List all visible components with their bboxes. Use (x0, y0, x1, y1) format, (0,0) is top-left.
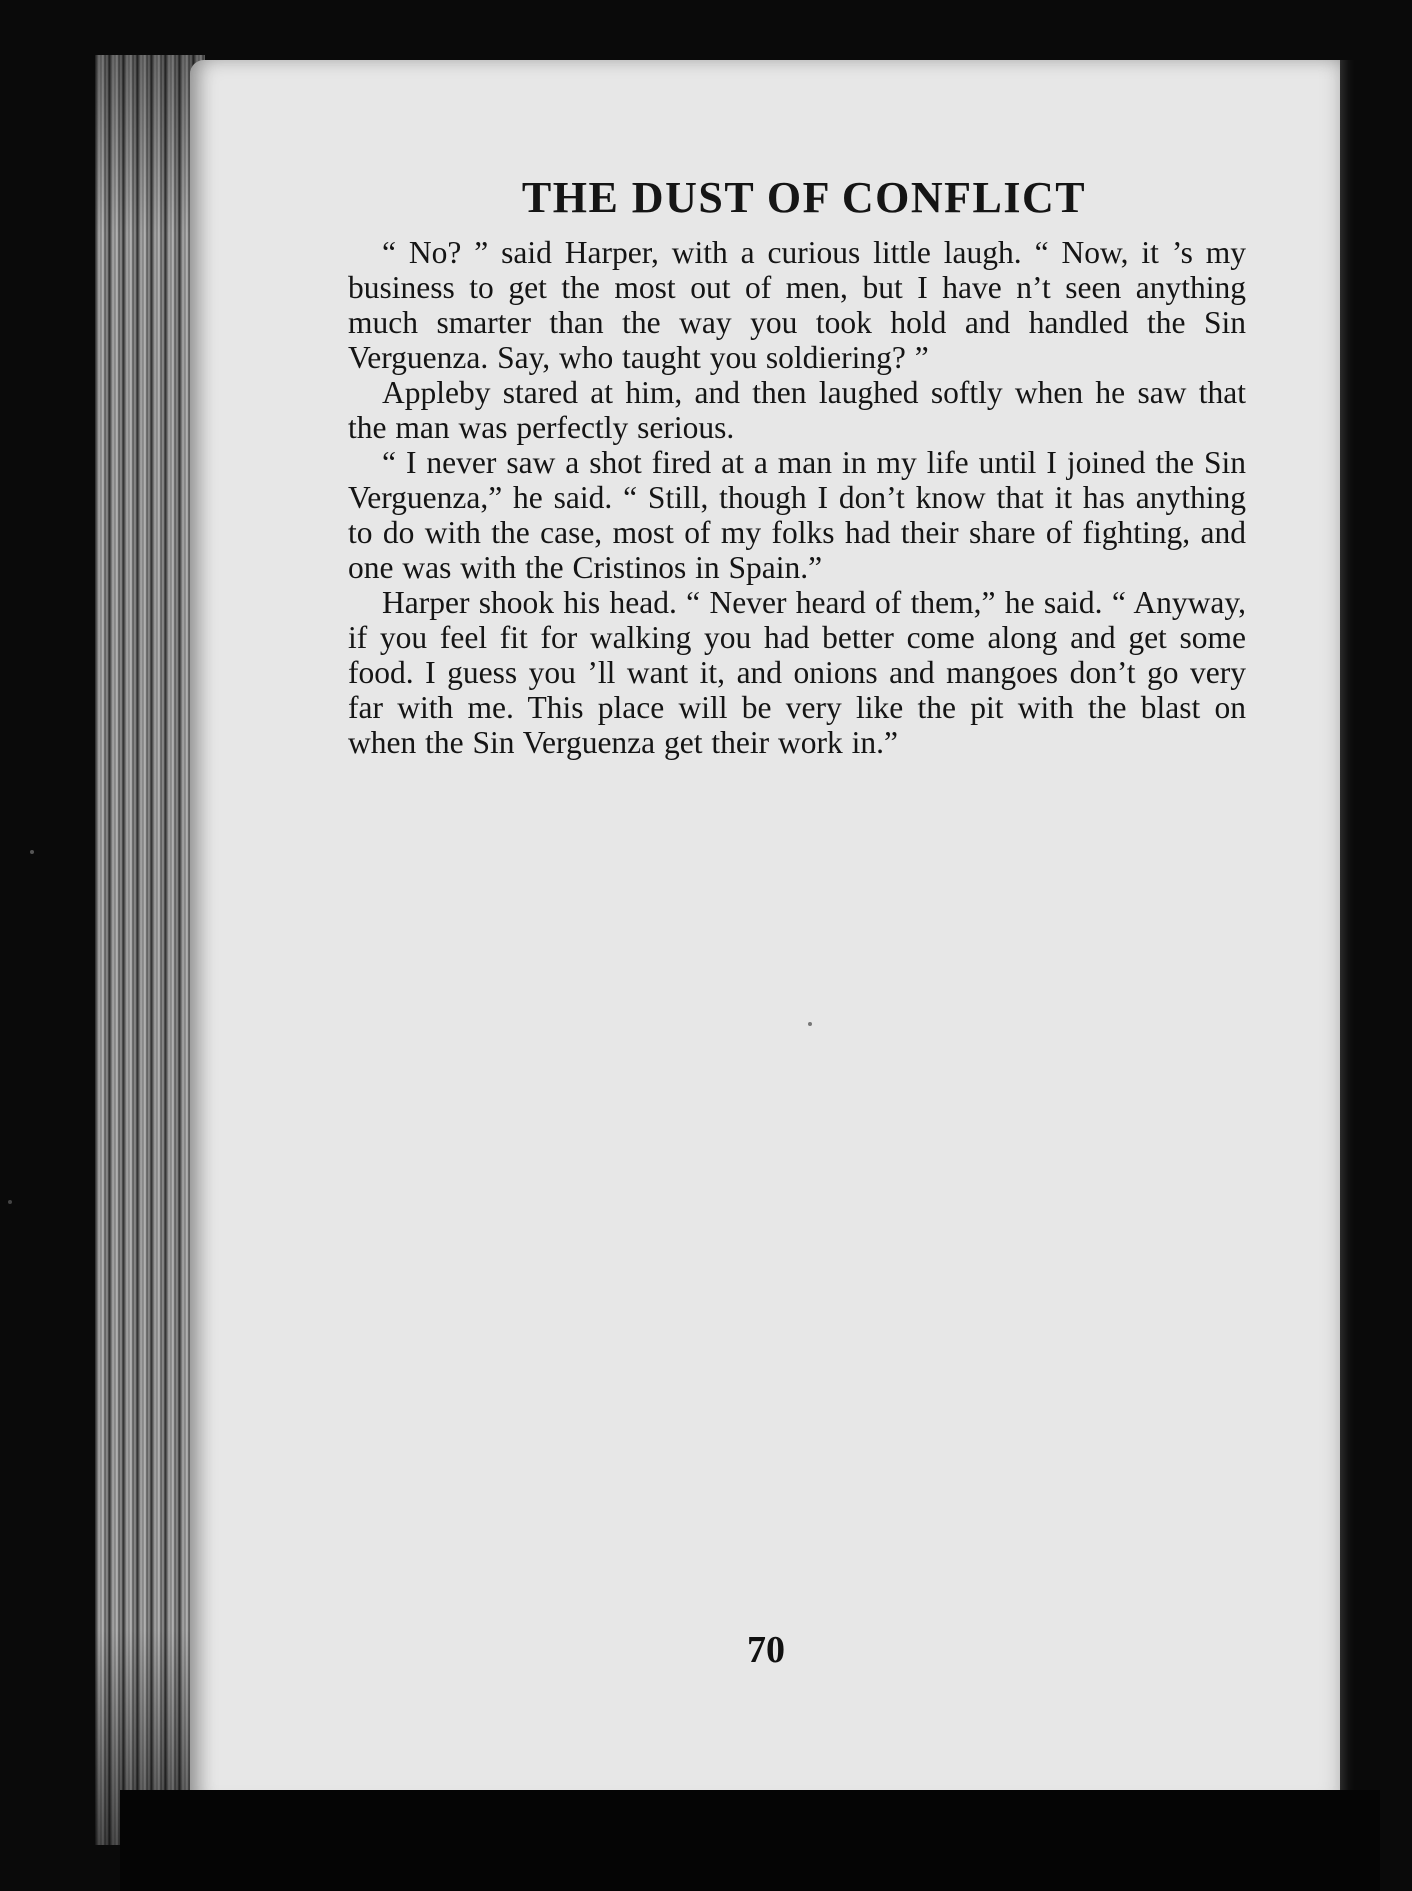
paragraph: Harper shook his head. “ Never heard of them,” he said. “ Anyway, if you feel fit for walking you had better come along and get some food. I guess you ’ll want it, and onions and mangoes don’t go very far with me. This place will be very like the pit with the blast on when the Sin Verguenza get their work in.” (348, 584, 1246, 760)
page-number: 70 (747, 1629, 785, 1671)
page-content (348, 172, 1246, 760)
book-page (190, 60, 1342, 1822)
paragraph: “ I never saw a shot fired at a man in my life until I joined the Sin Verguenza,” he said. “ Still, though I don’t know that it has anything to do with the case, most of my folks had their share of fighting, and one was with the Cristinos in Spain.” (348, 444, 1246, 585)
paragraph: Appleby stared at him, and then laughed softly when he saw that the man was perfectly serious. (348, 374, 1246, 445)
right-page-edge (1340, 60, 1354, 1820)
bottom-shadow (120, 1790, 1380, 1891)
running-head: THE DUST OF CONFLICT (521, 173, 1087, 222)
dust-speck (8, 1200, 12, 1204)
paragraph: “ No? ” said Harper, with a curious little laugh. “ Now, it ’s my business to get the most out of men, but I have n’t seen anything much smarter than the way you took hold and handled the Sin Verguenza. Say, who taught you soldiering? ” (348, 234, 1246, 375)
book-page-edges (95, 55, 205, 1845)
dust-speck (30, 850, 34, 854)
dust-speck (808, 1022, 812, 1026)
